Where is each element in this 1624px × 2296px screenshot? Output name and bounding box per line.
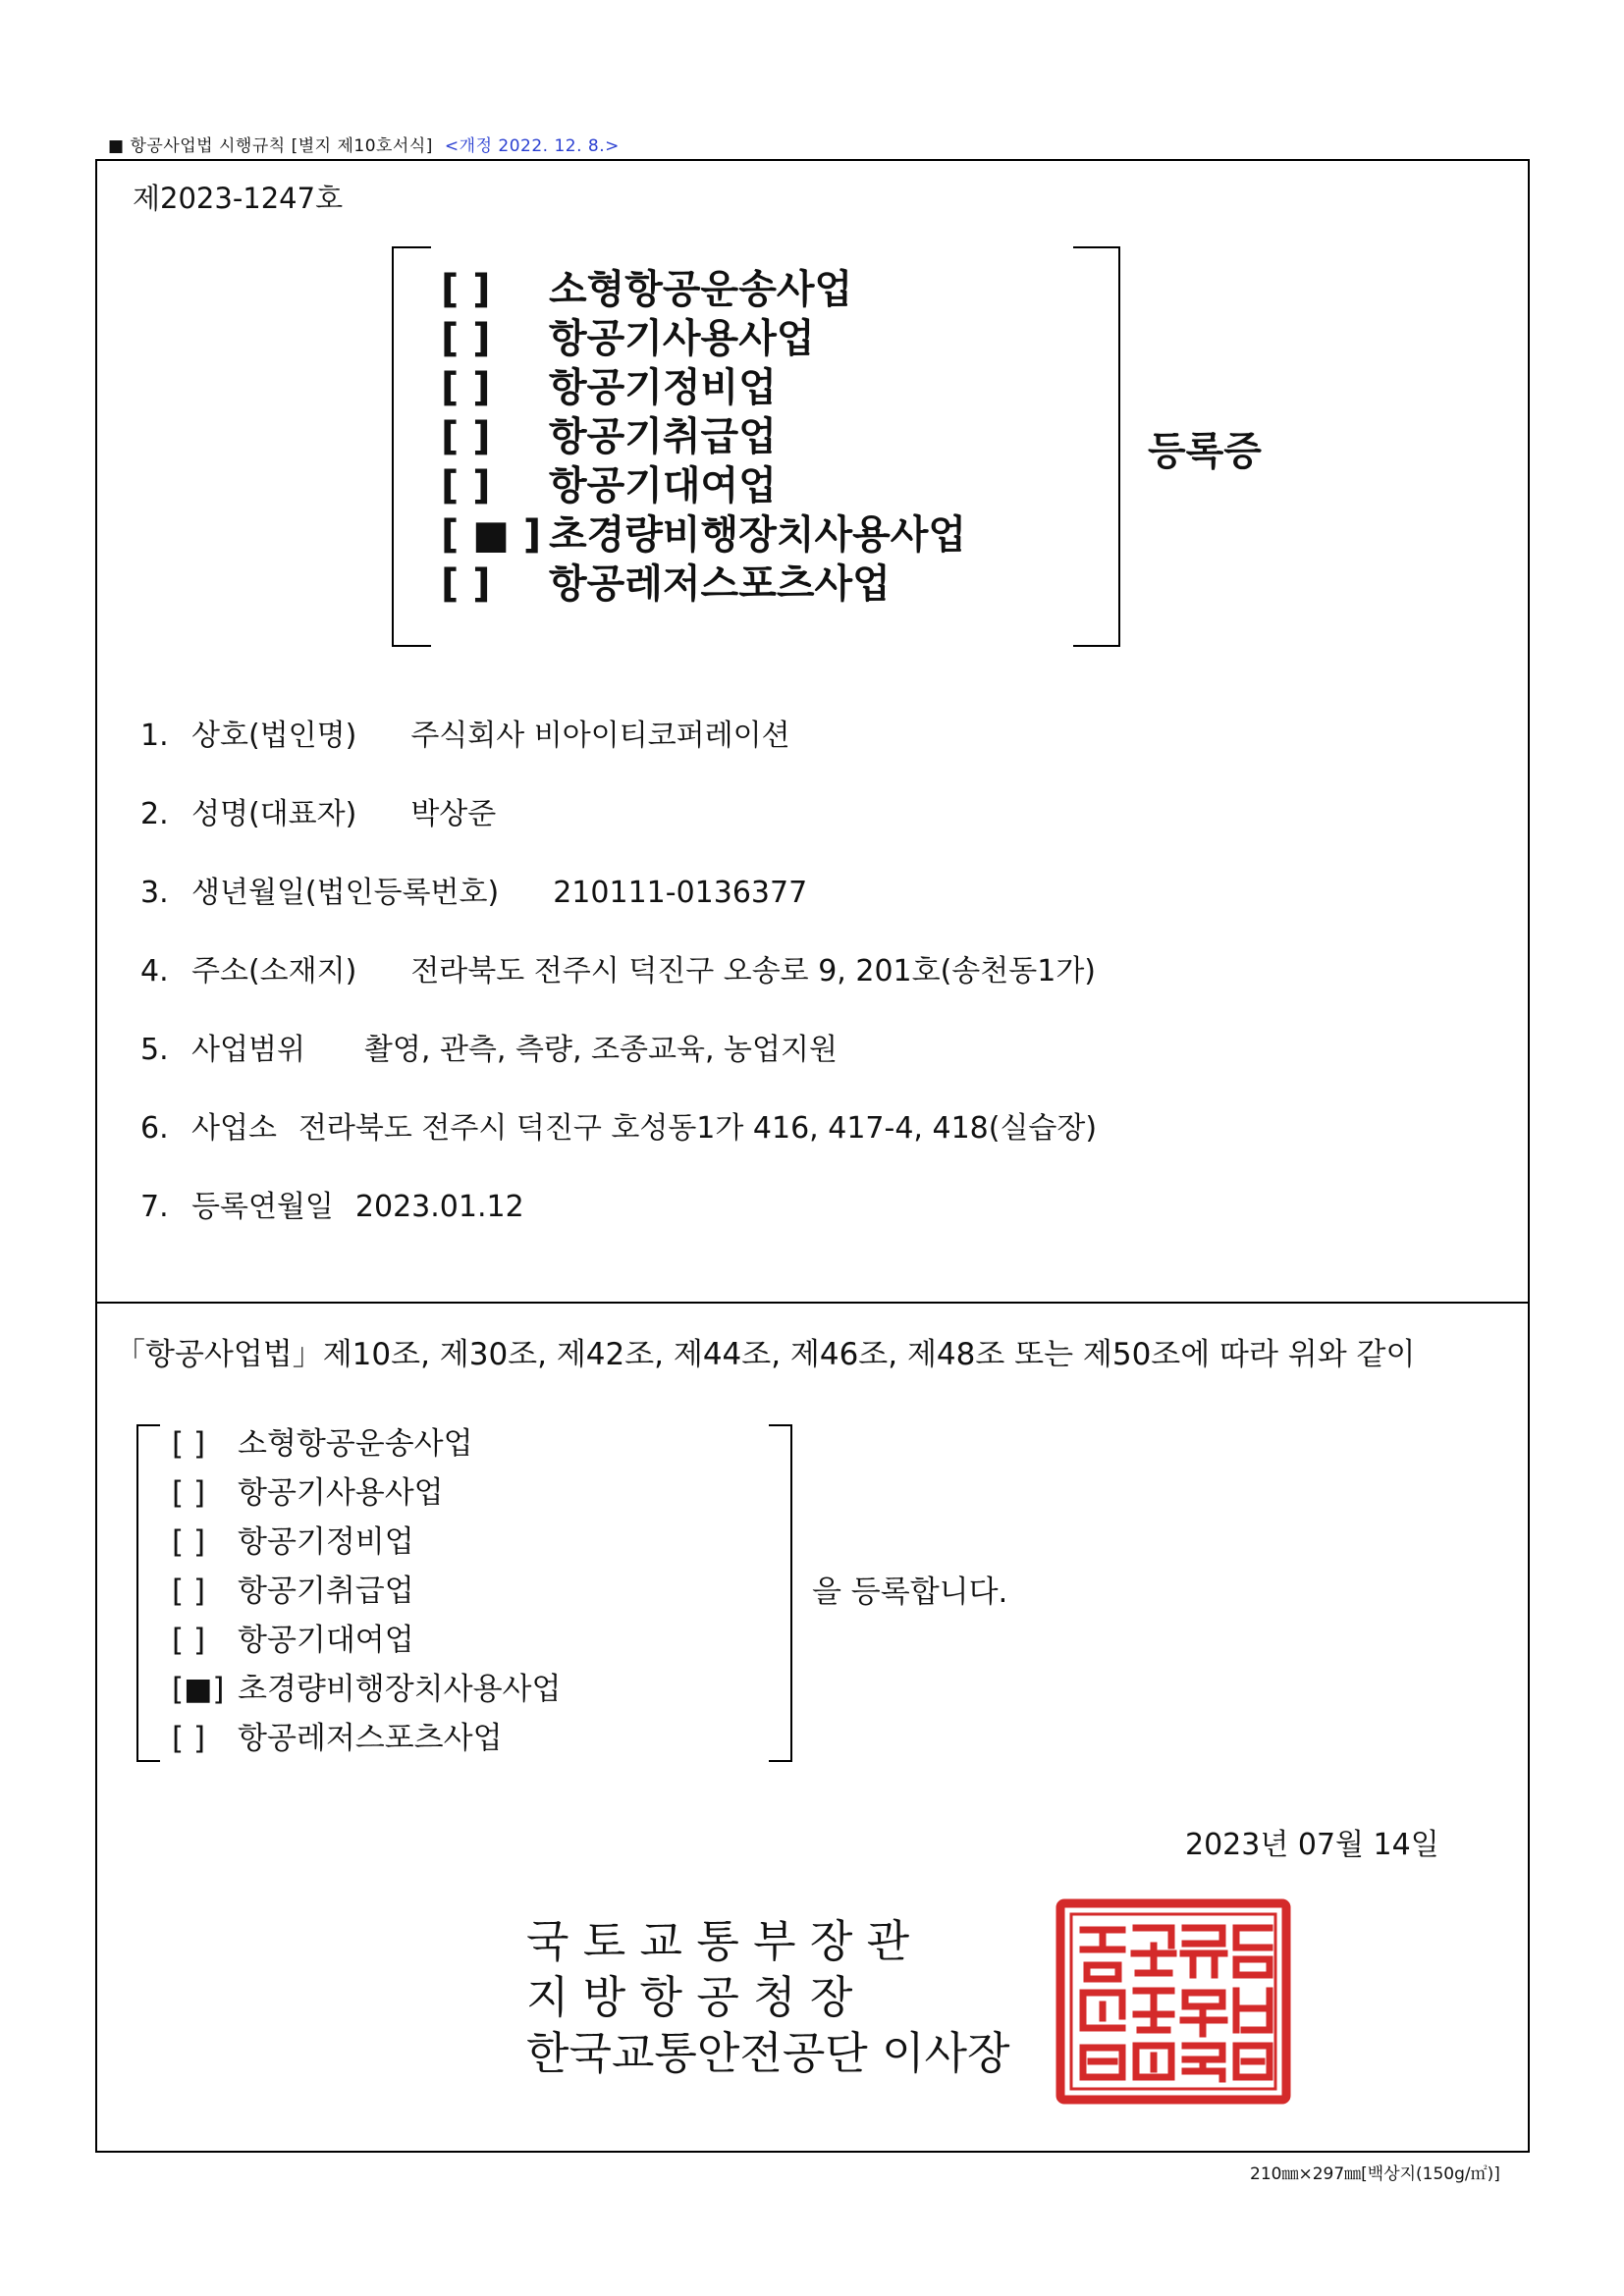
field-label: 등록연월일: [191, 1190, 334, 1224]
checkbox: [ ]: [172, 1623, 206, 1658]
checkbox: [ ]: [172, 1721, 206, 1756]
field-number: 3.: [140, 876, 169, 910]
field-registration-date: [140, 1182, 524, 1225]
field-value: 210111-0136377: [553, 876, 808, 910]
field-value: 2023.01.12: [354, 1190, 524, 1224]
list-item: [172, 1616, 561, 1665]
field-company-name: [140, 711, 790, 754]
field-value: 박상준: [410, 797, 497, 831]
legal-statement: 「항공사업법」제10조, 제30조, 제42조, 제44조, 제46조, 제48조 또는 제50조에 따라 위와 같이: [115, 1337, 1416, 1372]
list-item: [172, 1518, 561, 1567]
section-divider: [97, 1302, 1528, 1304]
checkbox: [ ]: [172, 1475, 206, 1511]
issuing-authority: [526, 1913, 1009, 2081]
list-item: [172, 1665, 561, 1714]
field-label: 사업범위: [191, 1033, 305, 1067]
business-type-label: 항공기사용사업: [549, 316, 815, 361]
checkbox: [ ]: [441, 414, 491, 459]
list-item: [172, 1468, 561, 1518]
checkbox-checked: [■]: [172, 1672, 225, 1707]
business-type-item: [441, 510, 966, 560]
list-item-label: 항공기취급업: [238, 1574, 414, 1609]
business-type-label: 항공기취급업: [549, 414, 777, 459]
list-item: [172, 1419, 561, 1468]
field-value: 주식회사 비아이티코퍼레이션: [410, 719, 790, 753]
title-bracket-right: [1073, 246, 1120, 647]
checkbox-checked: [ ■ ]: [441, 512, 542, 558]
register-text: 을 등록합니다.: [812, 1575, 1008, 1610]
list-bracket-right: [769, 1424, 792, 1762]
official-seal: [1056, 1898, 1291, 2105]
field-representative: [140, 789, 496, 832]
field-number: 5.: [140, 1033, 169, 1067]
authority-line: 한국교통안전공단 이사장: [526, 2027, 1010, 2079]
list-item-label: 항공기사용사업: [238, 1475, 444, 1511]
field-value: 전라북도 전주시 덕진구 오송로 9, 201호(송천동1가): [410, 954, 1097, 988]
certificate-title: 등록증: [1148, 429, 1262, 474]
certificate-frame: [95, 159, 1530, 2153]
registered-business-list: [172, 1419, 561, 1763]
field-label: 사업소: [191, 1111, 277, 1146]
field-business-site: [140, 1103, 1097, 1147]
business-type-item: [441, 314, 966, 363]
field-number: 6.: [140, 1111, 169, 1146]
business-type-list: [441, 265, 966, 609]
checkbox: [ ]: [172, 1574, 206, 1609]
field-registration-number: [140, 868, 807, 911]
field-number: 7.: [140, 1190, 169, 1224]
field-number: 4.: [140, 954, 169, 988]
authority-line: 국 토 교 통 부 장 관: [526, 1915, 910, 1967]
list-item: [172, 1714, 561, 1763]
business-type-label: 소형항공운송사업: [549, 267, 853, 312]
checkbox: [ ]: [441, 463, 491, 508]
field-label: 상호(법인명): [191, 719, 357, 753]
checkbox: [ ]: [441, 365, 491, 410]
revision-note: <개정 2022. 12. 8.>: [444, 136, 620, 156]
form-ref-text: ■ 항공사업법 시행규칙 [별지 제10호서식]: [108, 136, 433, 156]
field-business-scope: [140, 1025, 838, 1068]
field-value: 전라북도 전주시 덕진구 호성동1가 416, 417-4, 418(실습장): [298, 1111, 1098, 1146]
issue-date: 2023년 07월 14일: [1185, 1828, 1439, 1862]
checkbox: [ ]: [172, 1524, 206, 1560]
certificate-number: 제2023-1247호: [133, 182, 344, 215]
business-type-item: [441, 363, 966, 412]
title-bracket-left: [392, 246, 431, 647]
checkbox: [ ]: [441, 561, 491, 607]
field-label: 성명(대표자): [191, 797, 357, 831]
business-type-item: [441, 560, 966, 609]
list-item: [172, 1567, 561, 1616]
business-type-item: [441, 412, 966, 461]
form-reference: [108, 132, 620, 156]
business-type-label: 항공레저스포츠사업: [549, 561, 891, 607]
paper-spec: 210㎜×297㎜[백상지(150g/㎡)]: [1250, 2164, 1500, 2184]
list-item-label: 항공기대여업: [238, 1623, 414, 1658]
list-item-label: 소형항공운송사업: [238, 1426, 473, 1462]
field-label: 생년월일(법인등록번호): [191, 876, 500, 910]
authority-line: 지 방 항 공 청 장: [526, 1971, 853, 2023]
list-bracket-left: [136, 1424, 160, 1762]
business-type-item: [441, 265, 966, 314]
business-type-label: 초경량비행장치사용사업: [549, 512, 967, 558]
checkbox: [ ]: [172, 1426, 206, 1462]
business-type-label: 항공기정비업: [549, 365, 777, 410]
business-type-item: [441, 461, 966, 510]
list-item-label: 초경량비행장치사용사업: [238, 1672, 562, 1707]
field-number: 2.: [140, 797, 169, 831]
business-type-label: 항공기대여업: [549, 463, 777, 508]
field-number: 1.: [140, 719, 169, 753]
field-value: 촬영, 관측, 측량, 조종교육, 농업지원: [363, 1033, 838, 1067]
field-label: 주소(소재지): [191, 954, 357, 988]
field-address: [140, 946, 1096, 989]
checkbox: [ ]: [441, 267, 491, 312]
list-item-label: 항공기정비업: [238, 1524, 414, 1560]
checkbox: [ ]: [441, 316, 491, 361]
list-item-label: 항공레저스포츠사업: [238, 1721, 503, 1756]
